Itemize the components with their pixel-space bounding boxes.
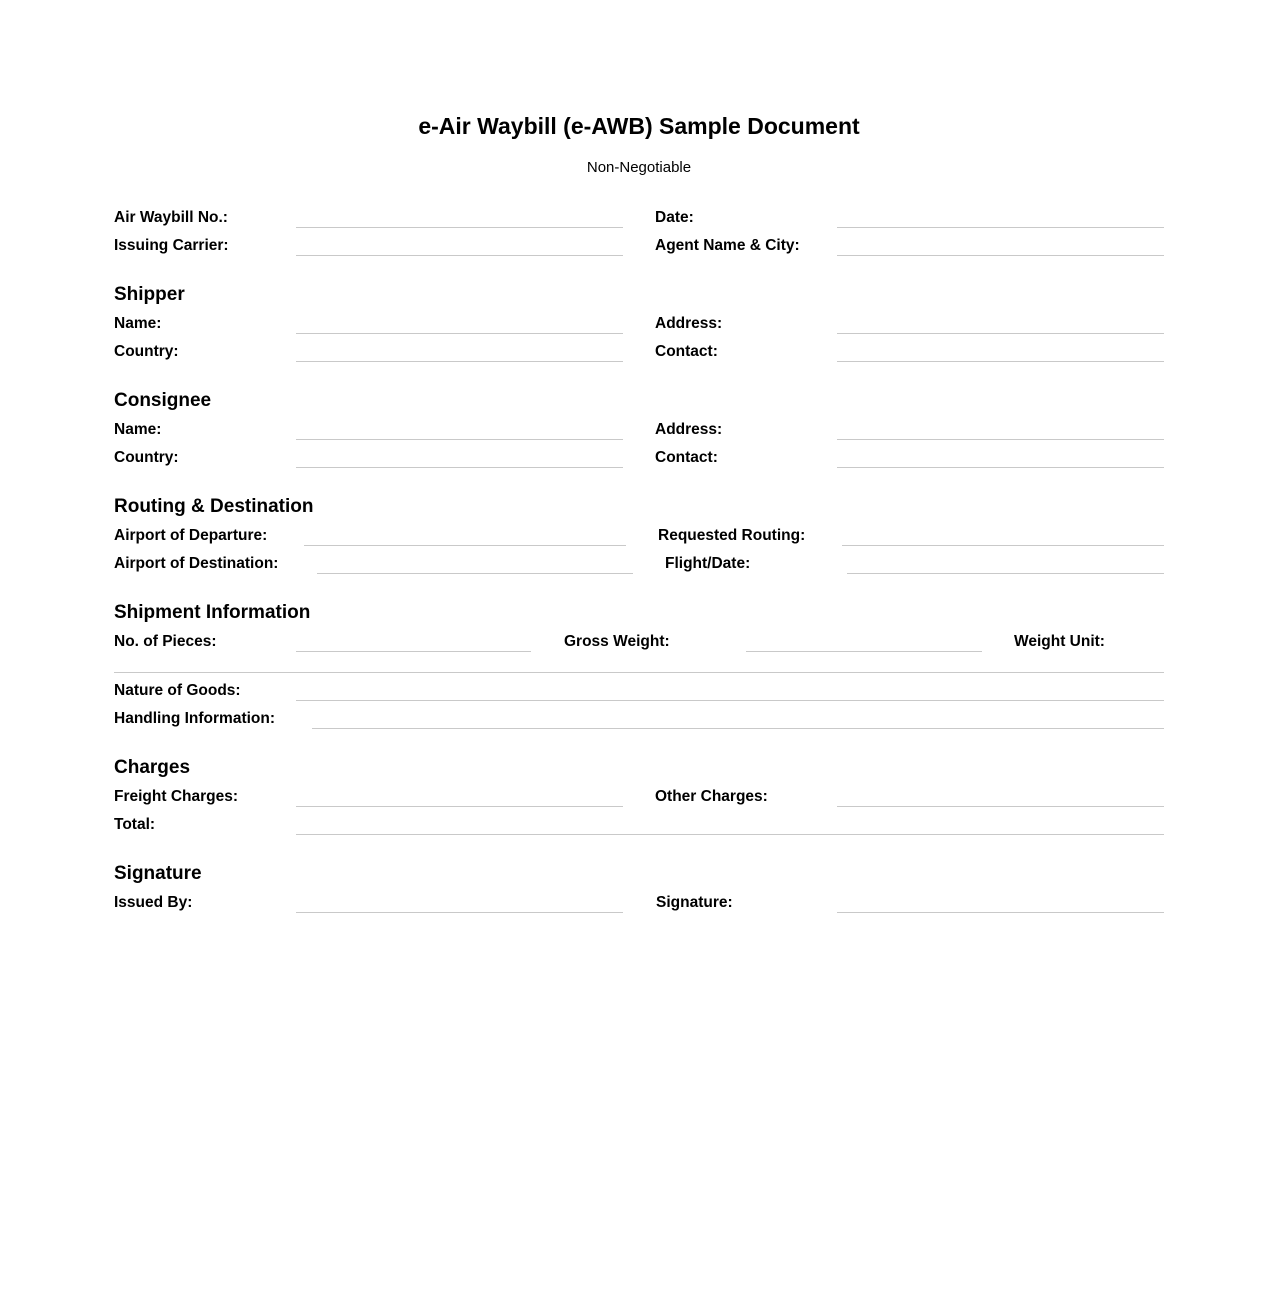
destination-airport-field[interactable] — [317, 573, 633, 574]
weight-unit-field[interactable] — [114, 672, 1164, 673]
other-charges-label: Other Charges: — [655, 788, 768, 805]
signature-field[interactable] — [837, 912, 1164, 913]
document-title: e-Air Waybill (e-AWB) Sample Document — [418, 113, 860, 139]
freight-charges-field[interactable] — [296, 806, 623, 807]
issuing-carrier-label: Issuing Carrier: — [114, 237, 229, 254]
date-field[interactable] — [837, 227, 1164, 228]
awb-number-label: Air Waybill No.: — [114, 209, 228, 226]
destination-airport-label: Airport of Destination: — [114, 555, 279, 572]
gross-weight-field[interactable] — [746, 651, 982, 652]
issued-by-field[interactable] — [296, 912, 623, 913]
freight-charges-label: Freight Charges: — [114, 788, 239, 805]
shipper-contact-label: Contact: — [655, 343, 718, 360]
document-subtitle: Non-Negotiable — [586, 159, 692, 176]
weight-unit-label: Weight Unit: — [1014, 633, 1105, 650]
total-label: Total: — [114, 816, 156, 833]
awb-number-field[interactable] — [296, 227, 623, 228]
flight-date-label: Flight/Date: — [665, 555, 751, 572]
departure-airport-label: Airport of Departure: — [114, 527, 268, 544]
consignee-address-field[interactable] — [837, 439, 1164, 440]
signature-heading: Signature — [114, 863, 202, 884]
shipper-name-field[interactable] — [296, 333, 623, 334]
consignee-contact-label: Contact: — [655, 449, 718, 466]
charges-heading: Charges — [114, 757, 191, 778]
consignee-heading: Consignee — [114, 390, 212, 411]
issuing-carrier-field[interactable] — [296, 255, 623, 256]
shipper-address-label: Address: — [655, 315, 723, 332]
departure-airport-field[interactable] — [304, 545, 626, 546]
pieces-label: No. of Pieces: — [114, 633, 217, 650]
total-field[interactable] — [296, 834, 1164, 835]
agent-label: Agent Name & City: — [655, 237, 800, 254]
consignee-contact-field[interactable] — [837, 467, 1164, 468]
signature-label: Signature: — [656, 894, 733, 911]
consignee-address-label: Address: — [655, 421, 723, 438]
shipper-address-field[interactable] — [837, 333, 1164, 334]
agent-field[interactable] — [837, 255, 1164, 256]
consignee-name-field[interactable] — [296, 439, 623, 440]
requested-routing-label: Requested Routing: — [658, 527, 806, 544]
flight-date-field[interactable] — [847, 573, 1164, 574]
handling-info-field[interactable] — [312, 728, 1164, 729]
consignee-country-field[interactable] — [296, 467, 623, 468]
handling-info-label: Handling Information: — [114, 710, 276, 727]
date-label: Date: — [655, 209, 694, 226]
consignee-country-label: Country: — [114, 449, 179, 466]
gross-weight-label: Gross Weight: — [564, 633, 670, 650]
routing-heading: Routing & Destination — [114, 496, 314, 517]
shipper-country-label: Country: — [114, 343, 179, 360]
shipper-heading: Shipper — [114, 284, 185, 305]
shipper-contact-field[interactable] — [837, 361, 1164, 362]
issued-by-label: Issued By: — [114, 894, 193, 911]
other-charges-field[interactable] — [837, 806, 1164, 807]
consignee-name-label: Name: — [114, 421, 162, 438]
shipper-country-field[interactable] — [296, 361, 623, 362]
pieces-field[interactable] — [296, 651, 531, 652]
shipper-name-label: Name: — [114, 315, 162, 332]
nature-of-goods-field[interactable] — [296, 700, 1164, 701]
requested-routing-field[interactable] — [842, 545, 1164, 546]
nature-of-goods-label: Nature of Goods: — [114, 682, 241, 699]
shipment-heading: Shipment Information — [114, 602, 311, 623]
